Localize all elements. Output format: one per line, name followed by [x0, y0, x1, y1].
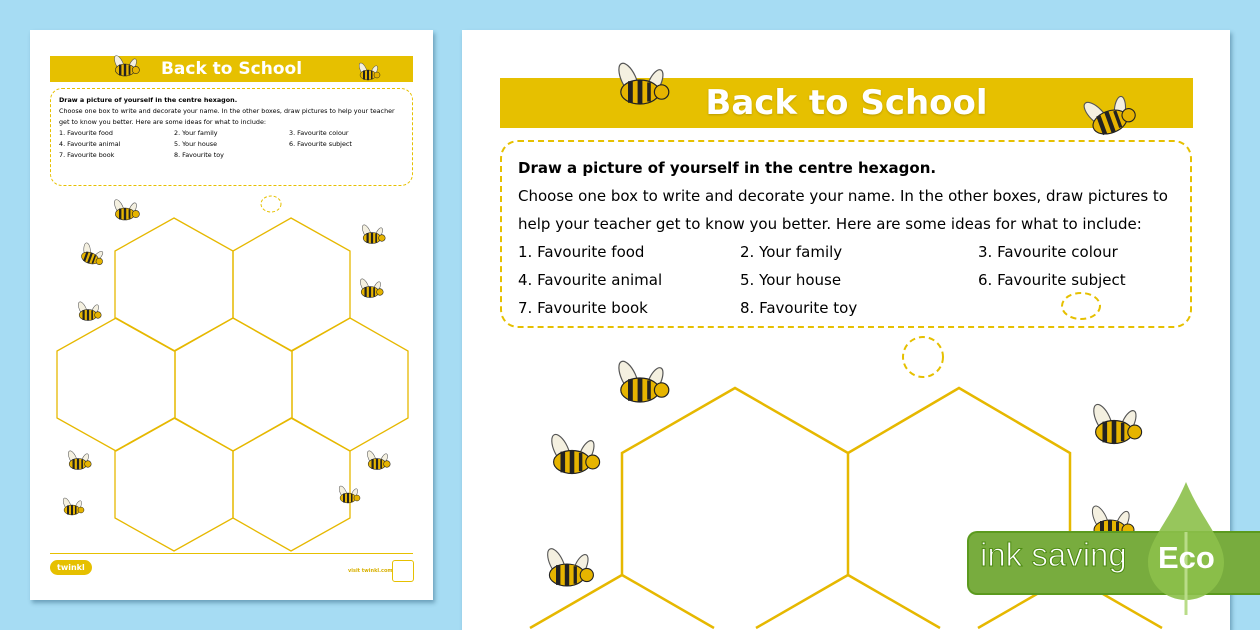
idea: 1. Favourite food — [59, 129, 113, 137]
eco-badge-label: Eco — [1158, 540, 1215, 575]
idea: 6. Favourite subject — [289, 140, 352, 148]
idea: 8. Favourite toy — [174, 151, 224, 159]
twinkl-logo: twinkl — [50, 560, 92, 575]
instruction-text: Choose one box to write and decorate your name. In the other boxes, draw pictures to help your teacher get to know you better. Here are some ideas for what to include: — [518, 187, 1168, 233]
idea: 2. Your family — [174, 129, 218, 137]
idea: 7. Favourite book — [59, 151, 115, 159]
eco-badge-text: ink saving — [980, 536, 1127, 573]
idea: 5. Your house — [740, 271, 842, 289]
instruction-heading: Draw a picture of yourself in the centre hexagon. — [518, 159, 937, 177]
footer-link[interactable]: visit twinkl.com — [348, 568, 393, 574]
idea: 6. Favourite subject — [978, 271, 1126, 289]
idea: 3. Favourite colour — [978, 243, 1118, 261]
idea: 1. Favourite food — [518, 243, 645, 261]
thumbnail-title: Back to School — [50, 56, 413, 82]
idea: 2. Your family — [740, 243, 843, 261]
idea: 3. Favourite colour — [289, 129, 349, 137]
instruction-text: Choose one box to write and decorate your name. In the other boxes, draw pictures to help your teacher get to know you better. Here are some ideas for what to include: — [59, 107, 395, 126]
idea: 7. Favourite book — [518, 299, 648, 317]
idea: 5. Your house — [174, 140, 218, 148]
idea: 4. Favourite animal — [518, 271, 663, 289]
idea: 8. Favourite toy — [740, 299, 858, 317]
page-title: Back to School — [500, 78, 1193, 128]
instruction-heading: Draw a picture of yourself in the centre hexagon. — [59, 96, 238, 104]
idea: 4. Favourite animal — [59, 140, 121, 148]
